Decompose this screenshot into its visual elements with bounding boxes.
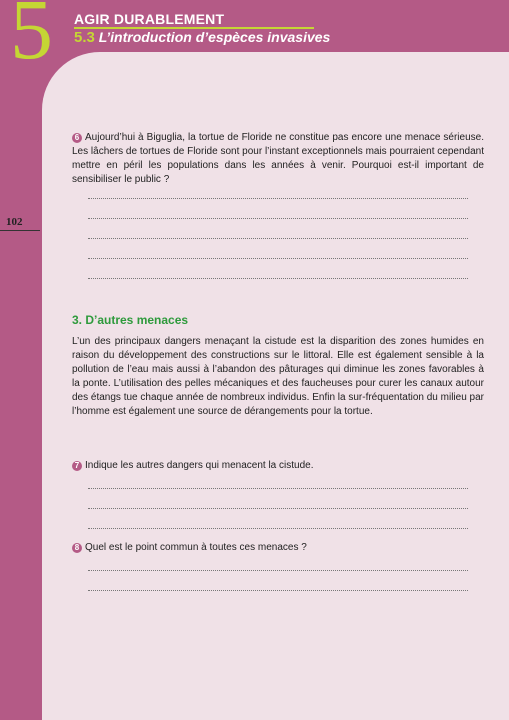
section-heading [74,29,330,46]
chapter-title: AGIR DURABLEMENT [74,11,225,27]
question-text: Indique les autres dangers qui menacent la cistude. [85,460,314,471]
answer-line[interactable] [88,590,468,591]
section-title: L’introduction d’espèces invasives [98,29,331,45]
question-number-badge: 6 [72,133,82,143]
question-number-badge: 8 [72,543,82,553]
question-8 [72,541,484,555]
answer-line[interactable] [88,508,468,509]
question-text: Aujourd’hui à Biguglia, la tortue de Floride ne constitue pas encore une menace sérieuse. Les lâchers de tortues de Floride sont pour l’instant exceptionnels mais pourraient cependant mettre en péril les populations dans les années à venir. Pourquoi est-il important de sensibiliser le public ? [72,132,484,185]
page-number: 102 [6,216,23,228]
answer-line[interactable] [88,570,468,571]
question-7 [72,459,484,473]
answer-line[interactable] [88,198,468,199]
chapter-number: 5 [10,0,53,77]
answer-line[interactable] [88,528,468,529]
answer-line[interactable] [88,238,468,239]
answer-line[interactable] [88,488,468,489]
question-text: Quel est le point commun à toutes ces menaces ? [85,542,307,553]
section-3-body: L’un des principaux dangers menaçant la cistude est la disparition des zones humides en raison du développement des constructions sur le littoral. Elle est également sensible à la pollution de l’eau mais aussi à l’abandon des pâturages qui diminue les zones favorables à la ponte. L’utilisation des pelles mécaniques et des faucheuses pour curer les canaux autour des étangs tue chaque année de nombreux individus. Enfin la sur-fréquentation du milieu par l’homme est également une source de dérangements pour la tortue. [72,336,484,417]
page-number-rule [0,230,40,231]
section-3-title: 3. D’autres menaces [72,313,189,327]
question-number-badge: 7 [72,461,82,471]
answer-line[interactable] [88,258,468,259]
question-6 [72,131,484,187]
answer-line[interactable] [88,278,468,279]
section-number: 5.3 [74,29,95,46]
answer-line[interactable] [88,218,468,219]
